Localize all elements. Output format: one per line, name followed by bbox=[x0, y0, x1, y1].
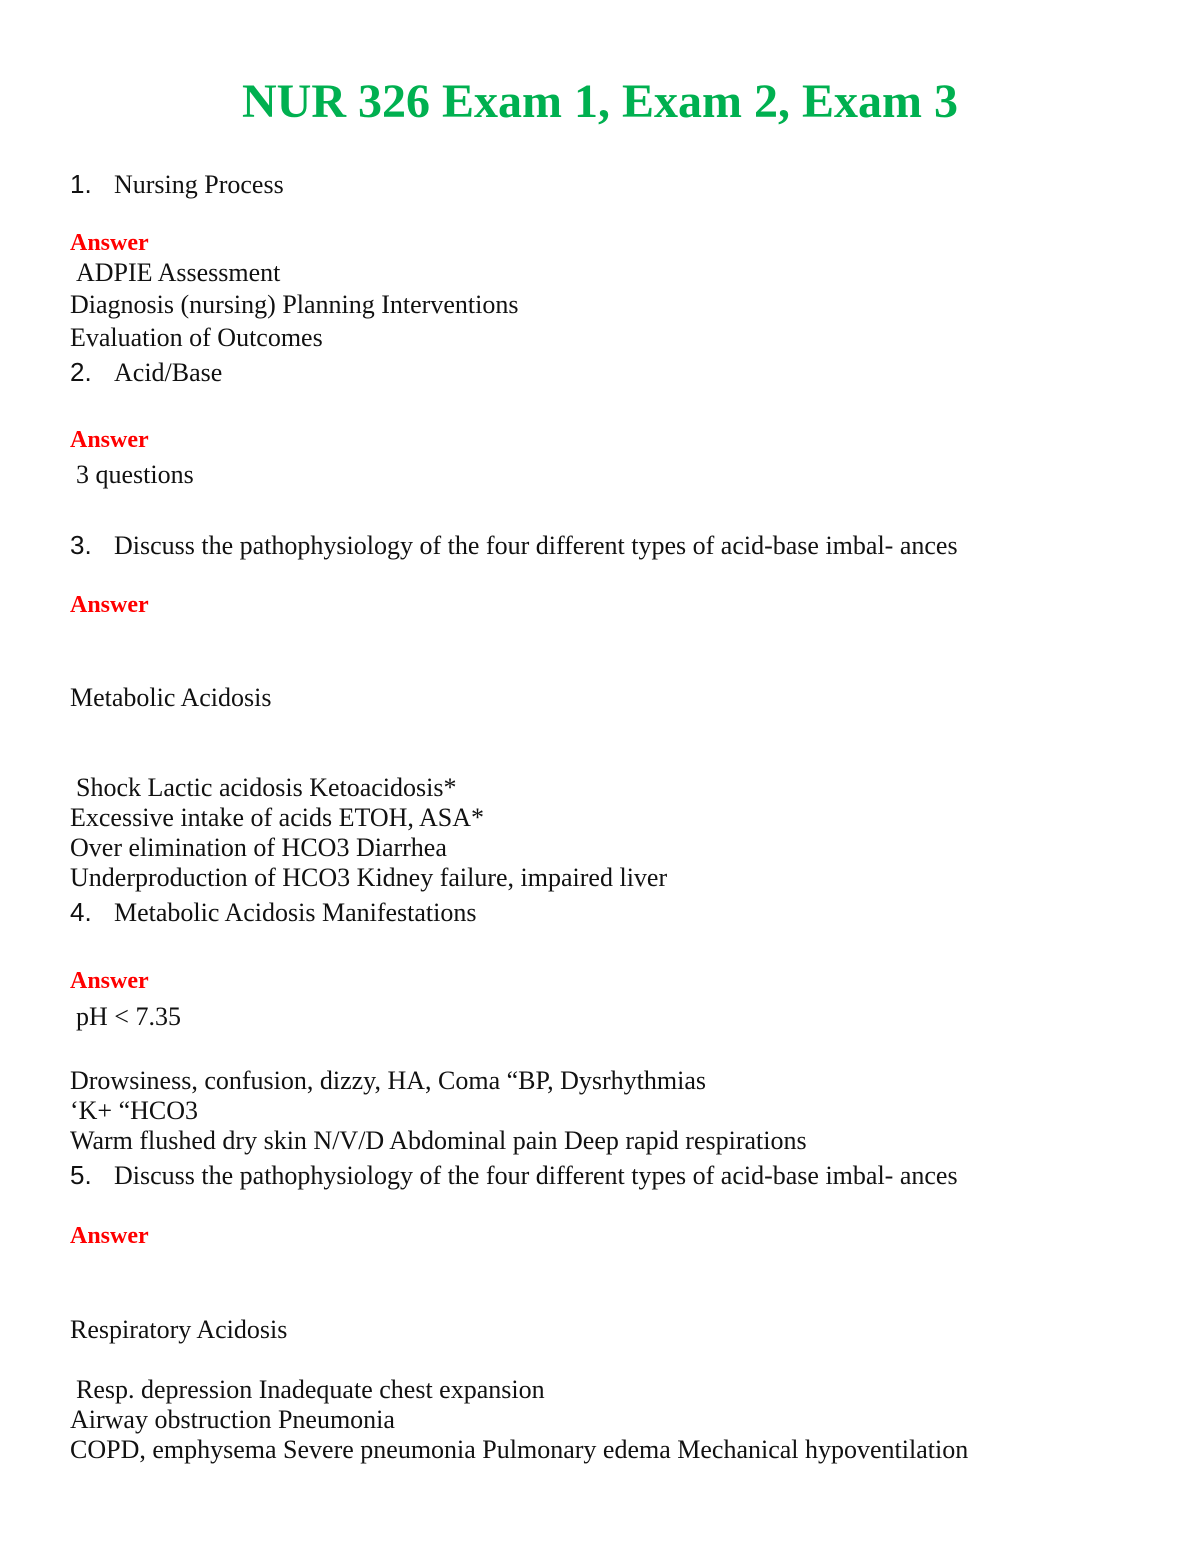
answer-line: Evaluation of Outcomes bbox=[70, 323, 323, 352]
answer-line: Respiratory Acidosis bbox=[70, 1315, 288, 1344]
answer-line: Drowsiness, confusion, dizzy, HA, Coma “BP, Dysrhythmias bbox=[70, 1066, 706, 1095]
answer-line: Resp. depression Inadequate chest expansion bbox=[76, 1375, 545, 1404]
answer-label: Answer bbox=[70, 592, 149, 618]
answer-line: COPD, emphysema Severe pneumonia Pulmonary edema Mechanical hypoventilation bbox=[70, 1435, 969, 1464]
question-text: Discuss the pathophysiology of the four different types of acid-base imbal- ances bbox=[114, 1161, 958, 1190]
answer-line: Warm flushed dry skin N/V/D Abdominal pain Deep rapid respirations bbox=[70, 1126, 807, 1155]
answer-line: Airway obstruction Pneumonia bbox=[70, 1405, 395, 1434]
question-4 bbox=[70, 896, 477, 929]
answer-line: Diagnosis (nursing) Planning Interventions bbox=[70, 290, 519, 319]
question-2 bbox=[70, 356, 222, 389]
answer-line: Over elimination of HCO3 Diarrhea bbox=[70, 833, 447, 862]
answer-line: Shock Lactic acidosis Ketoacidosis* bbox=[76, 773, 457, 802]
answer-line: ADPIE Assessment bbox=[76, 258, 281, 287]
question-text: Nursing Process bbox=[114, 170, 284, 199]
question-text: Metabolic Acidosis Manifestations bbox=[114, 898, 477, 927]
answer-line: pH < 7.35 bbox=[76, 1002, 181, 1031]
answer-label: Answer bbox=[70, 1223, 149, 1249]
question-3 bbox=[70, 529, 958, 562]
question-text: Acid/Base bbox=[114, 358, 223, 387]
answer-line: 3 questions bbox=[76, 460, 194, 489]
answer-label: Answer bbox=[70, 230, 149, 256]
page-title: NUR 326 Exam 1, Exam 2, Exam 3 bbox=[242, 75, 958, 128]
answer-line: ‘K+ “HCO3 bbox=[70, 1096, 199, 1125]
question-number: 2. bbox=[70, 357, 92, 387]
question-text: Discuss the pathophysiology of the four different types of acid-base imbal- ances bbox=[114, 531, 958, 560]
question-number: 3. bbox=[70, 530, 92, 560]
answer-line: Underproduction of HCO3 Kidney failure, impaired liver bbox=[70, 863, 668, 892]
question-5 bbox=[70, 1159, 958, 1192]
question-number: 4. bbox=[70, 897, 92, 927]
answer-line: Metabolic Acidosis bbox=[70, 683, 272, 712]
question-number: 5. bbox=[70, 1160, 92, 1190]
question-1 bbox=[70, 168, 284, 201]
answer-label: Answer bbox=[70, 968, 149, 994]
answer-line: Excessive intake of acids ETOH, ASA* bbox=[70, 803, 484, 832]
answer-label: Answer bbox=[70, 427, 149, 453]
question-number: 1. bbox=[70, 169, 92, 199]
